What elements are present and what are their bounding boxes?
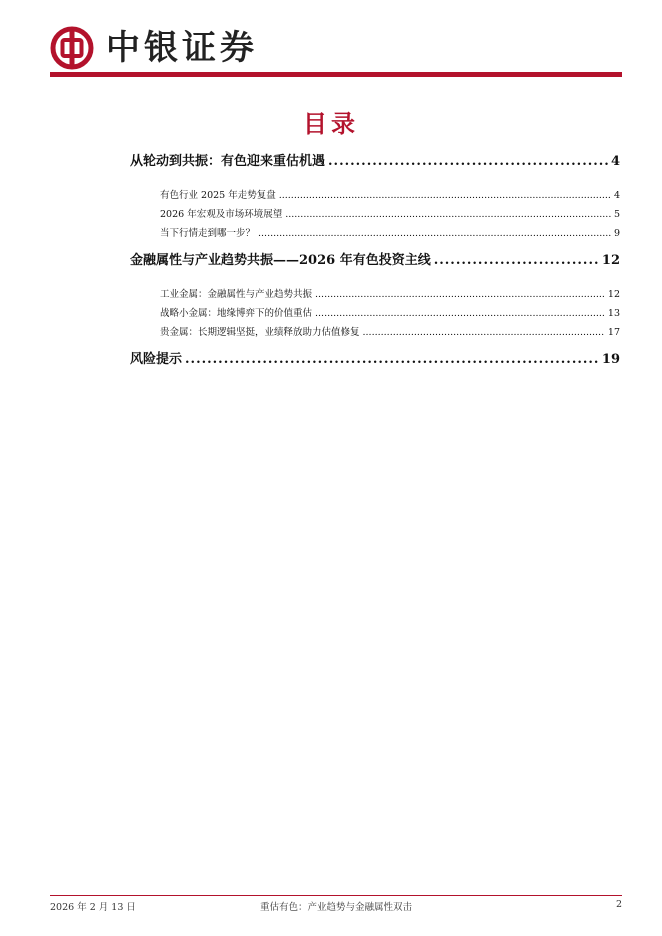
- toc-entry-title: 从轮动到共振：有色迎来重估机遇: [130, 154, 326, 169]
- page-header: [50, 22, 622, 76]
- toc-entry-page: 5: [613, 209, 620, 220]
- toc-entry[interactable]: [160, 304, 620, 323]
- toc-entry[interactable]: [160, 205, 620, 224]
- brand-name: 中银证券: [106, 28, 258, 68]
- toc-entry-page: 12: [607, 289, 620, 300]
- toc-entry-title: 当下行情走到哪一步？: [160, 228, 256, 239]
- footer-report-title: 重估有色：产业趋势与金融属性双击: [259, 902, 412, 913]
- toc-leader-dots: [285, 205, 611, 224]
- toc-entry-page: 13: [607, 308, 620, 319]
- toc-entry[interactable]: [130, 348, 620, 372]
- toc-entry[interactable]: [160, 285, 620, 304]
- toc-entry-page: 9: [613, 228, 620, 239]
- bank-of-china-logo-icon: [50, 26, 94, 70]
- toc-entry-page: 17: [607, 327, 620, 338]
- toc-entry-title: 贵金属：长期逻辑坚挺，业绩释放助力估值修复: [160, 327, 360, 338]
- toc-leader-dots: [315, 304, 605, 323]
- toc-leader-dots: [185, 348, 599, 372]
- header-rule: [50, 72, 622, 77]
- toc-entry-title: 风险提示: [130, 352, 183, 367]
- page-footer: [50, 899, 622, 913]
- toc-entry[interactable]: [160, 323, 620, 342]
- toc-entry-title: 金融属性与产业趋势共振——2026 年有色投资主线: [130, 253, 431, 268]
- footer-page-number: 2: [615, 899, 622, 910]
- toc-entry-page: 4: [613, 190, 620, 201]
- toc-leader-dots: [434, 249, 599, 273]
- toc-entry[interactable]: [130, 249, 620, 273]
- toc-entry-title: 有色行业 2025 年走势复盘: [160, 190, 276, 201]
- toc-entry[interactable]: [160, 186, 620, 205]
- footer-date: 2026 年 2 月 13 日: [50, 902, 136, 913]
- toc-entry[interactable]: [130, 150, 620, 174]
- toc-leader-dots: [363, 323, 605, 342]
- toc-entry-page: 4: [610, 154, 620, 169]
- toc-title: 目录: [303, 109, 359, 138]
- toc-entry-page: 12: [601, 253, 620, 268]
- footer-rule: [50, 895, 622, 896]
- toc-entry-page: 19: [601, 352, 620, 367]
- toc-leader-dots: [328, 150, 608, 174]
- toc-leader-dots: [279, 186, 611, 205]
- toc-entry-title: 2026 年宏观及市场环境展望: [160, 209, 283, 220]
- toc-leader-dots: [315, 285, 605, 304]
- toc-entry[interactable]: [160, 224, 620, 243]
- toc-entry-title: 战略小金属：地缘博弈下的价值重估: [160, 308, 313, 319]
- toc-leader-dots: [258, 224, 611, 243]
- toc-entry-title: 工业金属：金融属性与产业趋势共振: [160, 289, 313, 300]
- table-of-contents: [130, 150, 620, 372]
